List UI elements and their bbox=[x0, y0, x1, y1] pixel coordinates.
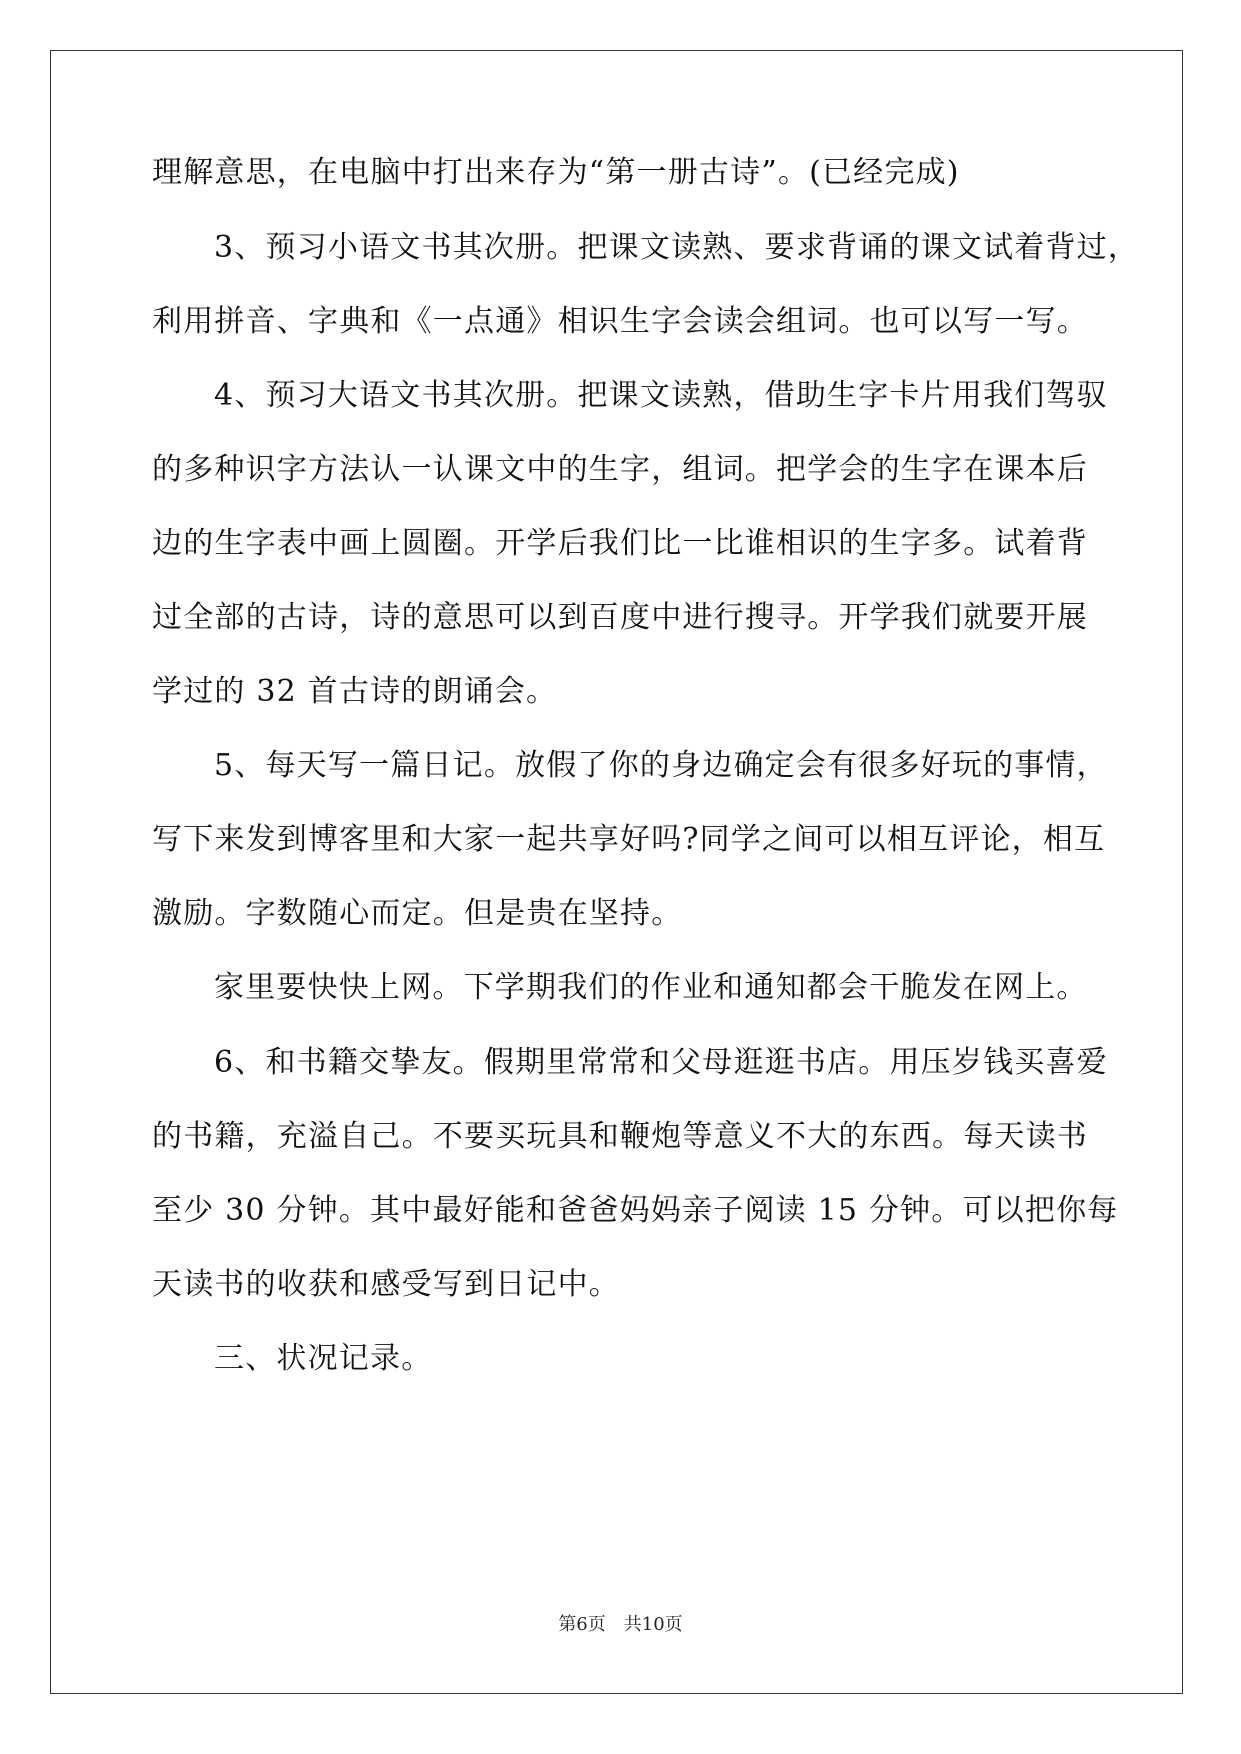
text-line: 三、状况记录。 bbox=[214, 1341, 433, 1376]
text-line: 6、和书籍交挚友。假期里常常和父母逛逛书店。用压岁钱买喜爱 bbox=[214, 1045, 1108, 1080]
page-border bbox=[50, 50, 1183, 1694]
text-line: 理解意思，在电脑中打出来存为“第一册古诗”。(已经完成) bbox=[152, 155, 960, 190]
text-line: 学过的 32 首古诗的朗诵会。 bbox=[152, 674, 558, 709]
text-line: 的多种识字方法认一认课文中的生字，组词。把学会的生字在课本后 bbox=[152, 452, 1088, 487]
text-line: 边的生字表中画上圆圈。开学后我们比一比谁相识的生字多。试着背 bbox=[152, 526, 1088, 561]
page-number-footer: 第6页 共10页 bbox=[558, 1614, 683, 1635]
text-line: 家里要快快上网。下学期我们的作业和通知都会干脆发在网上。 bbox=[214, 970, 1088, 1005]
text-line: 写下来发到博客里和大家一起共享好吗?同学之间可以相互评论，相互 bbox=[152, 822, 1106, 857]
text-line: 激励。字数随心而定。但是贵在坚持。 bbox=[152, 896, 683, 931]
text-line: 至少 30 分钟。其中最好能和爸爸妈妈亲子阅读 15 分钟。可以把你每 bbox=[152, 1193, 1119, 1228]
text-line: 3、预习小语文书其次册。把课文读熟、要求背诵的课文试着背过， bbox=[214, 230, 1140, 265]
text-line: 过全部的古诗，诗的意思可以到百度中进行搜寻。开学我们就要开展 bbox=[152, 600, 1088, 635]
text-line: 5、每天写一篇日记。放假了你的身边确定会有很多好玩的事情， bbox=[214, 748, 1108, 783]
text-line: 利用拼音、字典和《一点通》相识生字会读会组词。也可以写一写。 bbox=[152, 304, 1088, 339]
text-line: 天读书的收获和感受写到日记中。 bbox=[152, 1267, 620, 1302]
text-line: 的书籍，充溢自己。不要买玩具和鞭炮等意义不大的东西。每天读书 bbox=[152, 1119, 1088, 1154]
text-line: 4、预习大语文书其次册。把课文读熟，借助生字卡片用我们驾驭 bbox=[214, 378, 1108, 413]
